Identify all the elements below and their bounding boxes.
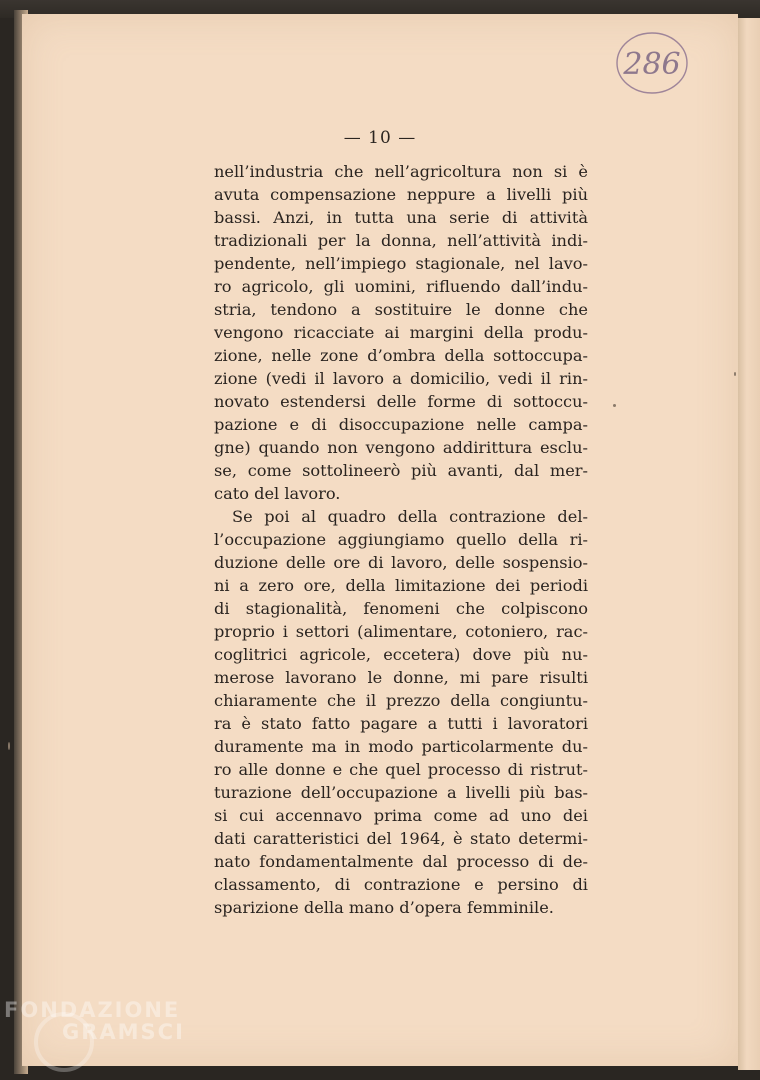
text-line: gne) quando non vengono addirittura esclu-: [214, 438, 588, 457]
watermark-line2: GRAMSCI: [62, 1020, 185, 1044]
text-line: proprio i settori (alimentare, cotoniero, rac-: [214, 622, 588, 641]
speck: [734, 372, 736, 376]
text-line: zione (vedi il lavoro a domicilio, vedi il rin-: [214, 369, 588, 388]
text-line: avuta compensazione neppure a livelli più: [214, 185, 588, 204]
text-line: turazione dell’occupazione a livelli più bas-: [214, 783, 588, 802]
text-line: tradizionali per la donna, nell’attività indi-: [214, 231, 588, 250]
speck: [613, 404, 616, 407]
text-line: classamento, di contrazione e persino di: [214, 875, 588, 894]
text-line: ro agricolo, gli uomini, rifluendo dall’indu-: [214, 277, 588, 296]
text-line: cato del lavoro.: [214, 484, 341, 503]
text-line: duramente ma in modo particolarmente du-: [214, 737, 588, 756]
text-line: coglitrici agricole, eccetera) dove più nu-: [214, 645, 588, 664]
text-line: dati caratteristici del 1964, è stato determi-: [214, 829, 588, 848]
text-line: pendente, nell’impiego stagionale, nel lavo-: [214, 254, 588, 273]
text-line: l’occupazione aggiungiamo quello della ri-: [214, 530, 588, 549]
watermark: [4, 998, 194, 1068]
text-line: se, come sottolineerò più avanti, dal mer-: [214, 461, 588, 480]
text-line: sparizione della mano d’opera femminile.: [214, 898, 554, 917]
text-line: pazione e di disoccupazione nelle campa-: [214, 415, 588, 434]
next-page-edge: [738, 18, 760, 1070]
watermark-line1: FONDAZIONE: [4, 998, 181, 1022]
page-number: — 10 —: [343, 128, 417, 148]
text-line: ra è stato fatto pagare a tutti i lavoratori: [214, 714, 588, 733]
text-line: duzione delle ore di lavoro, delle sospensio-: [214, 553, 588, 572]
text-line: novato estendersi delle forme di sottoccu-: [214, 392, 588, 411]
text-line: vengono ricacciate ai margini della produ-: [214, 323, 588, 342]
text-line: chiaramente che il prezzo della congiuntu-: [214, 691, 588, 710]
text-line: merose lavorano le donne, mi pare risulti: [214, 668, 588, 687]
text-line: bassi. Anzi, in tutta una serie di attività: [214, 208, 588, 227]
text-line: si cui accennavo prima come ad uno dei: [214, 806, 588, 825]
text-line: ro alle donne e che quel processo di ristrut-: [214, 760, 588, 779]
text-line: Se poi al quadro della contrazione del-: [232, 507, 588, 526]
text-line: di stagionalità, fenomeni che colpiscono: [214, 599, 588, 618]
archive-stamp: [614, 30, 690, 96]
text-line: zione, nelle zone d’ombra della sottoccupa-: [214, 346, 588, 365]
text-line: nell’industria che nell’agricoltura non si è: [214, 162, 588, 181]
text-line: ni a zero ore, della limitazione dei periodi: [214, 576, 588, 595]
speck: [8, 742, 10, 750]
text-line: stria, tendono a sostituire le donne che: [214, 300, 588, 319]
text-line: nato fondamentalmente dal processo di de-: [214, 852, 588, 871]
body-text: [214, 160, 588, 919]
stamp-number: 286: [623, 47, 681, 82]
